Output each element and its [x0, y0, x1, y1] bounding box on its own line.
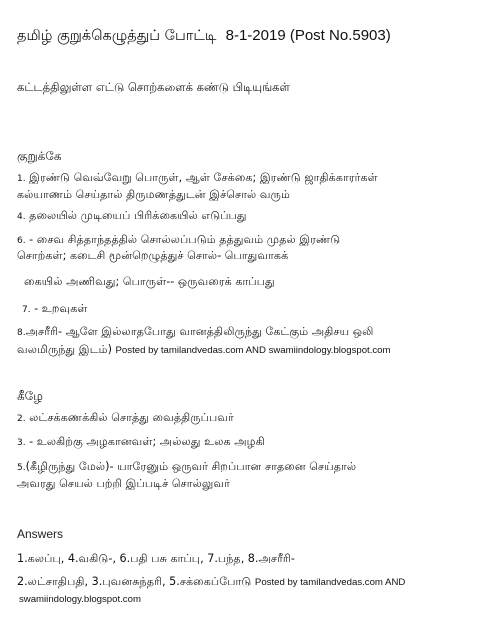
clue-3-number: 3.: [17, 438, 26, 448]
clue-7-text: - உறவுகள்: [34, 302, 88, 315]
clue-6-line-2: சொற்கள்; கடைசி மூன்றெழுத்துச் சொல்- பொதுவாகக்: [17, 249, 289, 262]
clue-6-line-1: [17, 234, 340, 247]
clue-6-number: 6.: [17, 236, 26, 246]
answers-line-2-text: 2.லட்சாதிபதி, 3.புவனசுந்தரி, 5.சக்கைப்போடு: [17, 575, 252, 588]
instruction-text: கட்டத்திலுள்ள எட்டு சொற்களைக் கண்டு பிடியுங்கள்: [17, 80, 290, 94]
clue-5-line-2: அவரது செயல் பற்றி இப்படிச் சொல்லுவர்: [17, 477, 230, 490]
clue-2: [17, 412, 234, 425]
clue-1-text-a: இரண்டு வெவ்வேறு பொருள், ஆள் சேக்கை; இரண்டு ஜாதிக்காரர்கள்: [29, 171, 378, 184]
clue-4-text: தலையில் முடியைப் பிரிக்கையில் எடுப்பது: [29, 209, 247, 222]
answers-credit: Posted by tamilandvedas.com AND: [254, 577, 406, 588]
document-title: [17, 27, 391, 45]
clue-2-text: லட்சக்கணக்கில் சொத்து வைத்திருப்பவர்: [29, 411, 234, 424]
clue-7: [22, 303, 87, 316]
title-date-post: 8-1-2019 (Post No.5903): [225, 27, 391, 44]
clue-8-text-a: அசரீரி- ஆளே இல்லாதபோது வானத்திலிருந்து கேட்கும் அதிசய ஒலி: [25, 325, 374, 338]
clue-4-number: 4.: [17, 212, 26, 222]
clue-5-number: 5.: [17, 463, 26, 473]
clue-1-line-1: [17, 172, 378, 185]
across-heading: குறுக்கே: [17, 149, 62, 163]
answers-line-2: [17, 576, 405, 589]
clue-8-credit: Posted by tamilandvedas.com AND swamiindology.blogspot.com: [115, 345, 391, 356]
clue-3-text: - உலகிற்கு அழகானவள்; அல்லது உலக அழகி: [29, 435, 265, 448]
clue-5-line-1: [17, 461, 356, 474]
clue-8-text-b: வலமிருந்து இடம்): [17, 343, 112, 356]
clue-1-number: 1.: [17, 174, 26, 184]
clue-8-line-2: [17, 344, 391, 357]
clue-6-text-a: - சைவ சித்தாந்தத்தில் சொல்லப்படும் தத்துவம் முதல் இரண்டு: [29, 233, 341, 246]
answers-credit-2: swamiindology.blogspot.com: [19, 594, 141, 605]
clue-4: [17, 210, 247, 223]
clue-8-line-1: [17, 326, 374, 339]
clue-7-number: 7.: [22, 305, 31, 315]
answers-line-1: 1.கலப்பு, 4.வகிடு-, 6.பதி பசு காப்பு, 7.பந்த, 8.அசரீரி-: [17, 552, 295, 565]
clue-6-line-3: கையில் அணிவது; பொருள்-- ஒருவரைக் காப்பது: [24, 275, 275, 288]
down-heading: கீழே: [17, 389, 43, 403]
clue-8-number: 8.: [17, 328, 26, 338]
clue-1-line-2: கல்யாணம் செய்தால் திருமணத்துடன் இச்சொல் வரும்: [17, 188, 290, 201]
answers-heading: Answers: [17, 527, 64, 541]
title-tamil: தமிழ் குறுக்கெழுத்துப் போட்டி: [17, 28, 217, 44]
clue-3: [17, 436, 265, 449]
clue-5-text-a: (கீழிருந்து மேல்)- யாரேனும் ஒருவர் சிறப்பான சாதனை செய்தால்: [25, 460, 357, 473]
clue-2-number: 2.: [17, 414, 26, 424]
